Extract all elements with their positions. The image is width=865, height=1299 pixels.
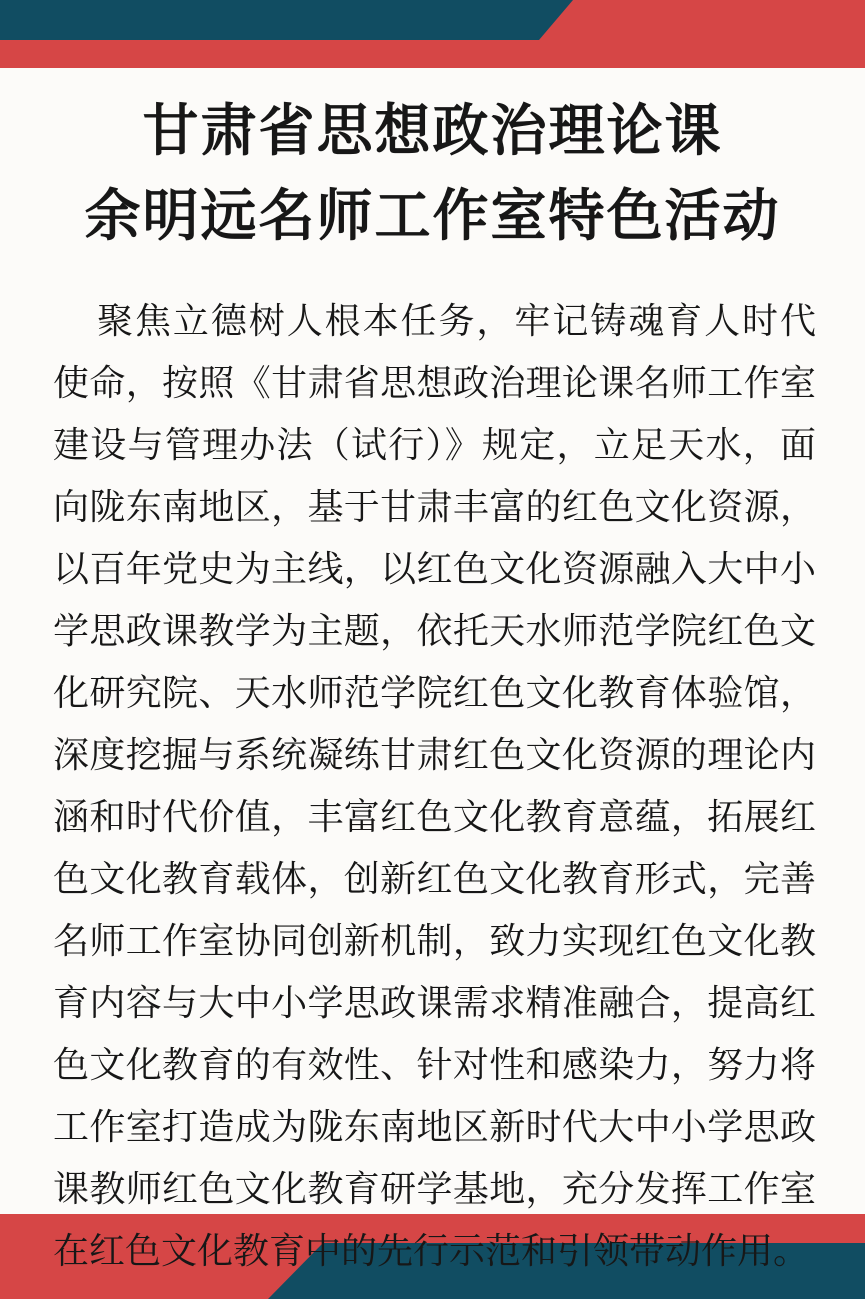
body-paragraph: 聚焦立德树人根本任务，牢记铸魂育人时代使命，按照《甘肃省思想政治理论课名师工作室建设与管理办法（试行）》规定，立足天水，面向陇东南地区，基于甘肃丰富的红色文化资源，以百年党史为主线，以红色文化资源融入大中小学思政课教学为主题，依托天水师范学院红色文化研究院、天水师范学院红色文化教育体验馆，深度挖掘与系统凝练甘肃红色文化资源的理论内涵和时代价值，丰富红色文化教育意蕴，拓展红色文化教育载体，创新红色文化教育形式，完善名师工作室协同创新机制，致力实现红色文化教育内容与大中小学思政课需求精准融合，提高红色文化教育的有效性、针对性和感染力，努力将工作室打造成为陇东南地区新时代大中小学思政课教师红色文化教育研学基地，充分发挥工作室在红色文化教育中的先行示范和引领带动作用。: [53, 300, 816, 1271]
page-title-line-2: 余明远名师工作室特色活动: [84, 184, 781, 247]
top-teal-diagonal-band: [0, 0, 573, 40]
page-title-line-1: 甘肃省思想政治理论课: [142, 99, 723, 162]
page-title: [0, 88, 865, 258]
body-text-block: [53, 290, 816, 1282]
